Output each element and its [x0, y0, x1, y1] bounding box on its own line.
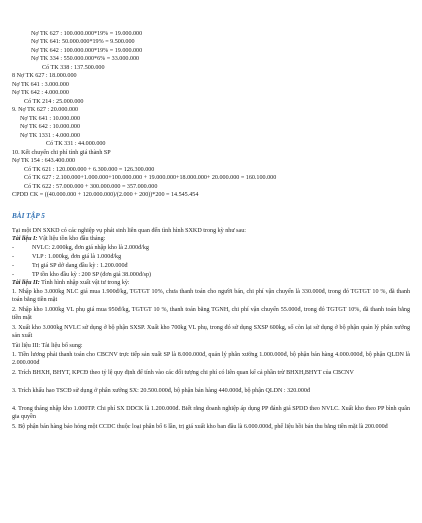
entry-line: Nợ TK 641 : 10.000.000	[20, 116, 80, 122]
doc2-label: Tài liệu II:	[12, 280, 40, 286]
entry-line: Có TK 622 : 57.000.000 + 300.000.000 = 357.000.000	[24, 184, 158, 190]
entry-line: Nợ TK 641: 50.000.000*19% = 9.500.000	[31, 39, 135, 45]
list-item: 1. Nhập kho 3.000kg NLC giá mua 1.900đ/kg, TGTGT 10%, chưa thanh toán cho người bán, chi phí vận chuyển là 330.000đ, trong đó TGTGT 10 %, đã thanh toán bằng tiền mặt	[12, 289, 410, 304]
exercise-heading: BÀI TẬP 5	[12, 212, 45, 220]
entry-line: 9. Nợ TK 627 : 20.000.000	[12, 107, 79, 113]
entry-line: Nợ TK 642 : 4.000.000	[12, 90, 69, 96]
intro-text: Tại một DN SXKD có các nghiệp vụ phát sinh liên quan đến tình hình SXKD trong kỳ như sau:	[12, 228, 246, 234]
entry-line: CPDD CK = ((40.000.000 + 120.000.000)/(2.000 + 200))*200 = 14.545.454	[12, 192, 199, 198]
entry-line: Có TK 331 : 44.000.000	[46, 141, 106, 147]
list-item: 2. Nhập kho 1.000kg VL phụ giá mua 950đ/kg, TGTGT 10 %, thanh toán bằng TGNH, chi phí vận chuyển 55.000đ, trong đó TGTGT 10%, đã thanh toán bằng tiền mặt	[12, 307, 410, 322]
doc1-label: Tài liệu I:	[12, 236, 38, 242]
list-item: 3. Trích khấu hao TSCĐ sử dụng ở phân xưởng SX: 20.500.000đ, bộ phận bán hàng 440.000đ, bộ phận QLDN : 320.000đ	[12, 388, 310, 394]
entry-line: Nợ TK 1331 : 4.000.000	[20, 133, 80, 139]
entry-line: Nợ TK 627 : 100.000.000*19% = 19.000.000	[31, 31, 143, 37]
entry-line: Nợ TK 642 : 10.000.000	[20, 124, 80, 130]
entry-line: Có TK 214 : 25.000.000	[24, 99, 84, 105]
entry-line: 10. Kết chuyển chi phí tính giá thành SP	[12, 150, 111, 156]
entry-line: Nợ TK 154 : 643.400.000	[12, 158, 76, 164]
doc1-title	[12, 235, 105, 243]
entry-line: Có TK 627 : 2.100.000+1.000.000+100.000.000 + 19.000.000+18.000.000+ 20.000.000 = 160.100.000	[24, 175, 277, 181]
list-item: - Trị giá SP dở dang đầu kỳ : 1.200.000đ	[12, 263, 128, 269]
doc1-text: Vật liệu tồn kho đầu tháng:	[37, 236, 106, 242]
list-item: 4. Trong tháng nhập kho 1.000TP. Chi phí SX DDCK là 1.200.000đ. Biết rằng doanh nghiệp áp dụng PP đánh giá SPDD theo NVLC. Xuất kho theo PP bình quân gia quyền	[12, 406, 410, 421]
list-item: - TP tồn kho đầu kỳ : 200 SP (đơn giá 38.000đ/sp)	[12, 272, 152, 278]
list-item: - NVLC: 2.000kg, đơn giá nhập kho là 2.000đ/kg	[12, 245, 149, 251]
list-item: 1. Tiền lương phải thanh toán cho CBCNV trực tiếp sản xuất SP là 8.000.000đ, quản lý phân xưởng 1.000.000đ, bộ phận bán hàng 4.000.000đ, bộ phận QLDN là 2.000.000đ	[12, 352, 410, 367]
doc2-text: Tình hình nhập xuất vật tư trong kỳ:	[39, 280, 130, 286]
doc3-title: Tài liệu III: Tài liệu bổ sung:	[12, 343, 83, 349]
entry-line: Có TK 621 : 120.000.000 + 6.300.000 = 126.300.000	[24, 167, 155, 173]
list-item: - VLP : 1.000kg, đơn giá là 1.000đ/kg	[12, 254, 122, 260]
list-item: 5. Bộ phận bán hàng báo hỏng một CCDC thuộc loại phân bổ 6 lần, trị giá xuất kho ban đầu là 6.000.000đ, phế liệu hồi bán thu bằng tiền mặt là 200.000đ	[12, 424, 388, 430]
entry-line: Có TK 338 : 137.500.000	[42, 65, 105, 71]
list-item: 2. Trích BHXH, BHYT, KPCĐ theo tỷ lệ quy định để tính vào các đối tượng chi phí có liên quan kể cả phần trừ BHXH,BHYT của CBCNV	[12, 370, 354, 376]
entry-line: Nợ TK 334 : 550.000.000*6% = 33.000.000	[31, 56, 140, 62]
list-item: 3. Xuất kho 3.000kg NVLC sử dụng ở bộ phận SXSP. Xuất kho 700kg VL phụ, trong đó sử dụng SXSP 600kg, số còn lại sử dụng ở bộ phận quản lý phân xưởng sản xuất	[12, 325, 410, 340]
doc2-title	[12, 279, 130, 287]
entry-line: 8 Nợ TK 627 : 18.000.000	[12, 73, 77, 79]
entry-line: Nợ TK 641 : 3.000.000	[12, 82, 69, 88]
entry-line: Nợ TK 642 : 100.000.000*19% = 19.000.000	[31, 48, 143, 54]
